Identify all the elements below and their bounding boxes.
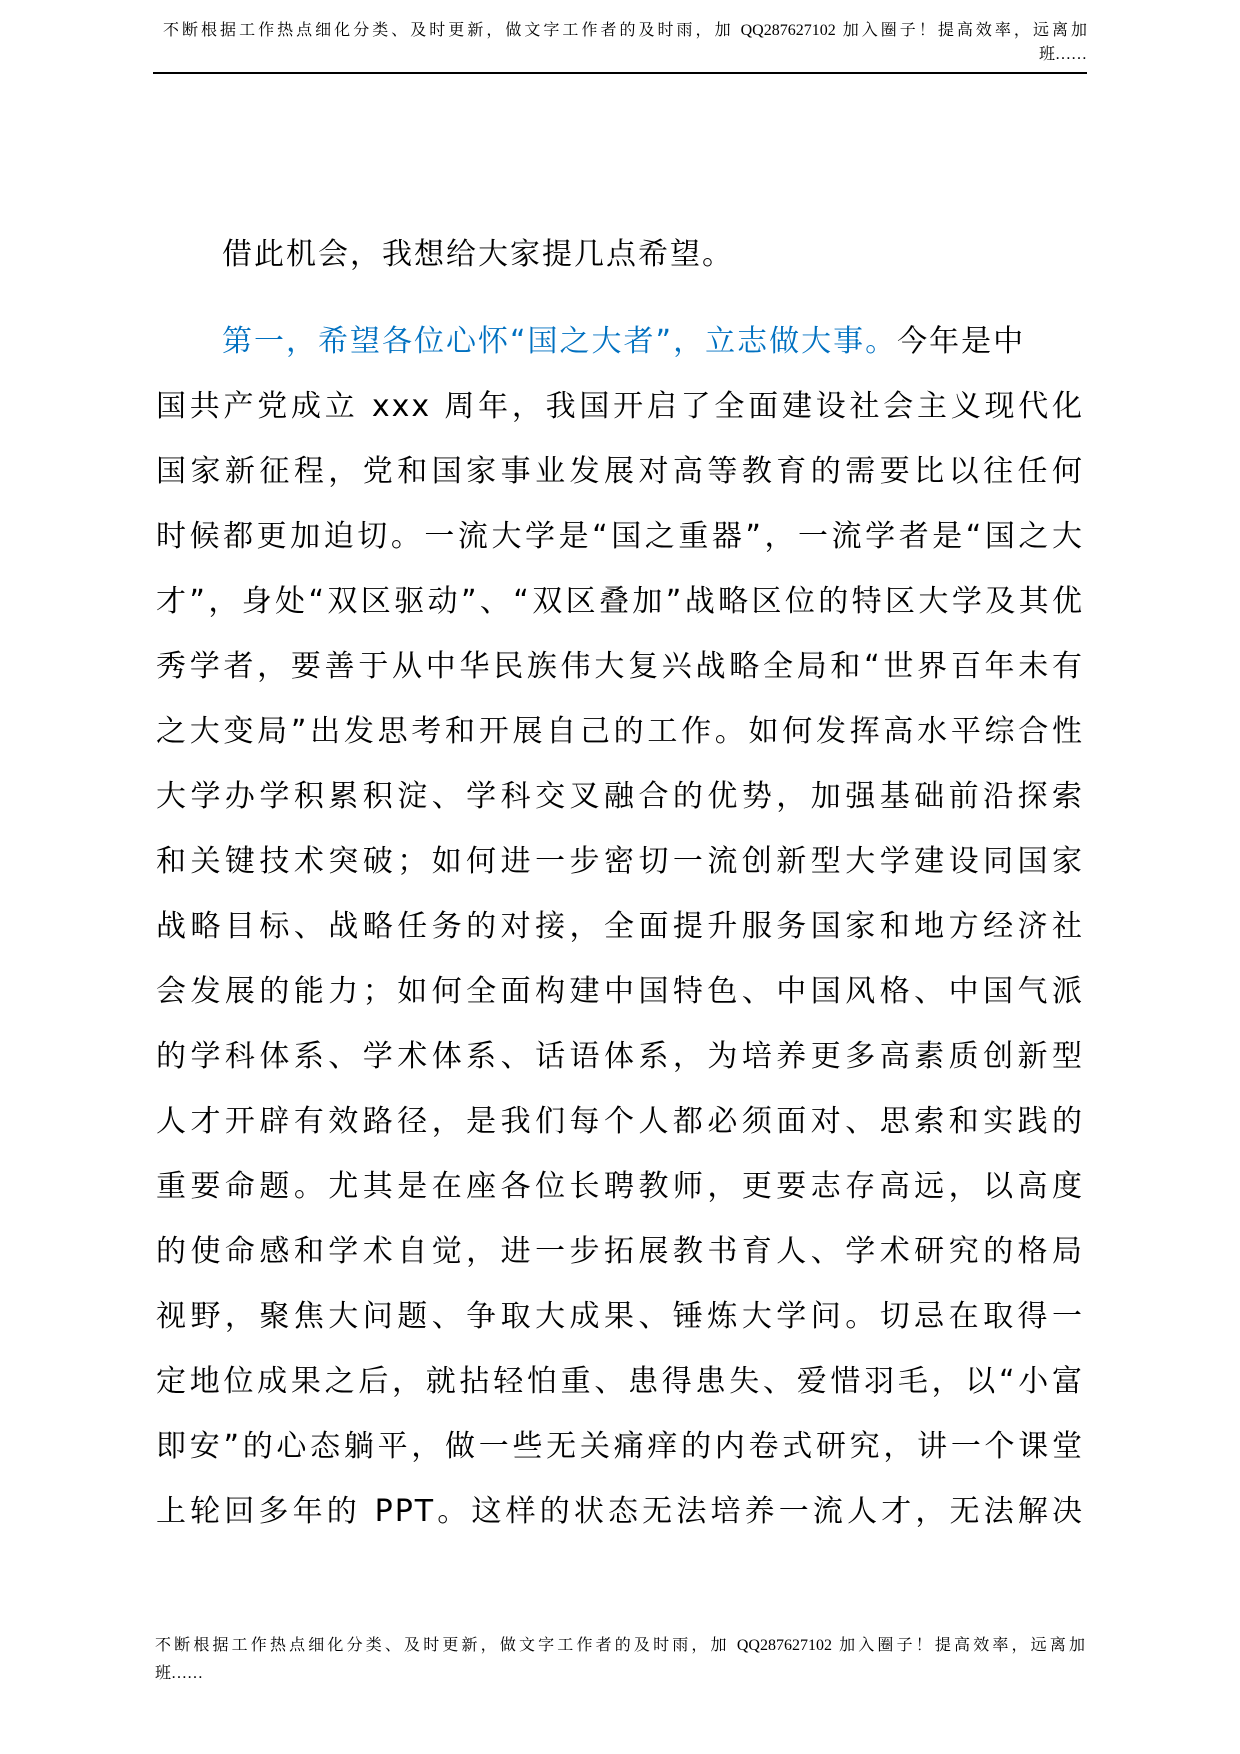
text-span: 今年是中 bbox=[897, 324, 1026, 359]
paragraph-first-hope bbox=[156, 309, 1084, 1544]
text-line: 即安”的心态躺平，做一些无关痛痒的内卷式研究，讲一个课堂 bbox=[156, 1429, 1084, 1464]
paragraph-intro bbox=[156, 222, 1084, 287]
text-line: 上轮回多年的 PPT。这样的状态无法培养一流人才，无法解决 bbox=[156, 1494, 1084, 1529]
footer-text-line2: 班…… bbox=[155, 1665, 204, 1682]
text-line: 重要命题。尤其是在座各位长聘教师，更要志存高远，以高度 bbox=[156, 1169, 1084, 1204]
text-line: 借此机会，我想给大家提几点希望。 bbox=[222, 237, 734, 272]
footer-text-line1: 不断根据工作热点细化分类、及时更新，做文字工作者的及时雨，加 QQ287627102 加入圈子！提高效率，远离加 bbox=[155, 1637, 1085, 1654]
text-line: 时候都更加迫切。一流大学是“国之重器”，一流学者是“国之大 bbox=[156, 519, 1084, 554]
text-line: 人才开辟有效路径，是我们每个人都必须面对、思索和实践的 bbox=[156, 1104, 1084, 1139]
page-footer bbox=[155, 1632, 1085, 1688]
page-header bbox=[153, 18, 1087, 66]
text-line: 的学科体系、学术体系、话语体系，为培养更多高素质创新型 bbox=[156, 1039, 1084, 1074]
text-line: 和关键技术突破；如何进一步密切一流创新型大学建设同国家 bbox=[156, 844, 1084, 879]
text-line: 定地位成果之后，就拈轻怕重、患得患失、爱惜羽毛，以“小富 bbox=[156, 1364, 1084, 1399]
text-line: 国家新征程，党和国家事业发展对高等教育的需要比以往任何 bbox=[156, 454, 1084, 489]
text-line bbox=[156, 309, 1084, 374]
header-divider bbox=[153, 72, 1087, 74]
text-line: 大学办学积累积淀、学科交叉融合的优势，加强基础前沿探索 bbox=[156, 779, 1084, 814]
text-line: 会发展的能力；如何全面构建中国特色、中国风格、中国气派 bbox=[156, 974, 1084, 1009]
header-text-line1: 不断根据工作热点细化分类、及时更新，做文字工作者的及时雨，加 QQ287627102 加入圈子！提高效率，远离加 bbox=[163, 22, 1087, 39]
text-line: 秀学者，要善于从中华民族伟大复兴战略全局和“世界百年未有 bbox=[156, 649, 1084, 684]
text-line: 才”，身处“双区驱动”、“双区叠加”战略区位的特区大学及其优 bbox=[156, 584, 1084, 619]
document-body bbox=[156, 222, 1084, 1544]
header-text-line2: 班…… bbox=[1038, 46, 1087, 63]
text-line: 之大变局”出发思考和开展自己的工作。如何发挥高水平综合性 bbox=[156, 714, 1084, 749]
text-line: 的使命感和学术自觉，进一步拓展教书育人、学术研究的格局 bbox=[156, 1234, 1084, 1269]
text-line: 视野，聚焦大问题、争取大成果、锤炼大学问。切忌在取得一 bbox=[156, 1299, 1084, 1334]
paragraph-heading-highlight: 第一，希望各位心怀“国之大者”，立志做大事。 bbox=[222, 324, 898, 359]
text-line: 国共产党成立 xxx 周年，我国开启了全面建设社会主义现代化 bbox=[156, 389, 1084, 424]
text-line: 战略目标、战略任务的对接，全面提升服务国家和地方经济社 bbox=[156, 909, 1084, 944]
